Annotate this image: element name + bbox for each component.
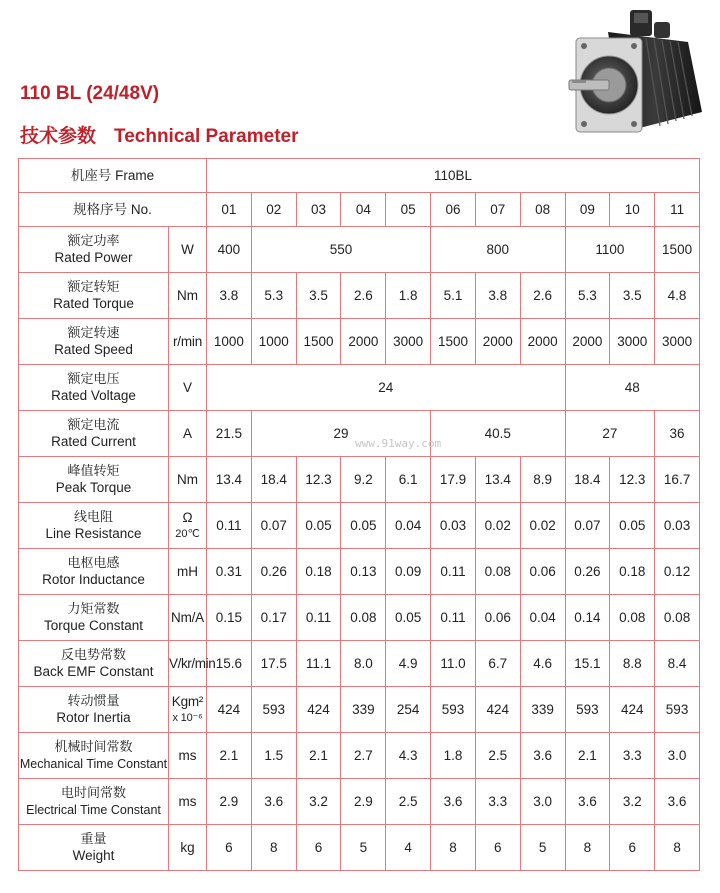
- spec-number-cell: 04: [341, 193, 386, 227]
- value-cell: 6: [296, 825, 341, 871]
- spec-number-cell: 06: [431, 193, 476, 227]
- parameter-unit: [169, 641, 216, 687]
- value-cell: 0.31: [207, 549, 252, 595]
- table-row: [19, 549, 700, 595]
- value-cell: 593: [655, 687, 700, 733]
- parameter-name-zh: 额定转速: [67, 325, 120, 341]
- value-cell: 21.5: [207, 411, 252, 457]
- parameter-name: [19, 273, 169, 319]
- value-cell: 1000: [251, 319, 296, 365]
- parameter-name-en: Rated Speed: [54, 341, 133, 357]
- value-cell: 27: [565, 411, 655, 457]
- value-cell: 1500: [655, 227, 700, 273]
- value-cell: 339: [520, 687, 565, 733]
- section-title-en: Technical Parameter: [114, 126, 299, 147]
- parameter-unit: [169, 411, 207, 457]
- value-cell: 0.26: [565, 549, 610, 595]
- parameter-name-en: Rated Power: [54, 249, 133, 265]
- value-cell: 3.0: [520, 779, 565, 825]
- parameter-name: [19, 319, 169, 365]
- parameter-unit: [169, 733, 207, 779]
- value-cell: 11.1: [296, 641, 341, 687]
- parameter-unit: [169, 319, 207, 365]
- parameter-name-en: Back EMF Constant: [33, 663, 154, 679]
- spec-number-label: 规格序号 No.: [19, 193, 207, 227]
- value-cell: 4.6: [520, 641, 565, 687]
- value-cell: 3000: [386, 319, 431, 365]
- value-cell: 0.17: [251, 595, 296, 641]
- parameter-unit: [169, 825, 207, 871]
- value-cell: 1.8: [386, 273, 431, 319]
- value-cell: 18.4: [565, 457, 610, 503]
- watermark-text: www.91way.com: [355, 437, 442, 450]
- value-cell: 8: [565, 825, 610, 871]
- value-cell: 1.5: [251, 733, 296, 779]
- value-cell: 6.1: [386, 457, 431, 503]
- unit-text: kg: [180, 839, 195, 855]
- value-cell: 0.11: [296, 595, 341, 641]
- parameter-name-en: Weight: [72, 847, 115, 863]
- value-cell: 424: [207, 687, 252, 733]
- value-cell: 254: [386, 687, 431, 733]
- value-cell: 1100: [565, 227, 655, 273]
- value-cell: 5: [520, 825, 565, 871]
- frame-row: [19, 159, 700, 193]
- parameter-name-zh: 转动惯量: [67, 693, 120, 709]
- value-cell: 4.3: [386, 733, 431, 779]
- table-row: [19, 503, 700, 549]
- parameter-name-en: Mechanical Time Constant: [19, 756, 168, 771]
- value-cell: 13.4: [207, 457, 252, 503]
- value-cell: 6: [610, 825, 655, 871]
- parameter-name-zh: 额定功率: [67, 233, 120, 249]
- parameter-name: [19, 779, 169, 825]
- value-cell: 550: [251, 227, 430, 273]
- value-cell: 593: [431, 687, 476, 733]
- value-cell: 29: [251, 411, 430, 457]
- value-cell: 1500: [431, 319, 476, 365]
- value-cell: 3.3: [610, 733, 655, 779]
- spec-number-cell: 01: [207, 193, 252, 227]
- value-cell: 18.4: [251, 457, 296, 503]
- table-row: [19, 687, 700, 733]
- frame-value: 110BL: [207, 159, 700, 193]
- parameter-name-zh: 额定电压: [67, 371, 120, 387]
- parameter-unit: [169, 365, 207, 411]
- value-cell: 8.0: [341, 641, 386, 687]
- table-body: [19, 159, 700, 871]
- value-cell: 2000: [475, 319, 520, 365]
- value-cell: 3000: [610, 319, 655, 365]
- value-cell: 4.8: [655, 273, 700, 319]
- parameter-name-en: Peak Torque: [55, 479, 132, 495]
- value-cell: 0.07: [251, 503, 296, 549]
- parameter-name: [19, 825, 169, 871]
- unit-text: Ω: [182, 509, 193, 525]
- spec-number-cell: 03: [296, 193, 341, 227]
- value-cell: 339: [341, 687, 386, 733]
- parameter-unit: [169, 687, 207, 733]
- value-cell: 12.3: [296, 457, 341, 503]
- parameter-name-zh: 反电势常数: [60, 647, 126, 663]
- value-cell: 0.11: [207, 503, 252, 549]
- value-cell: 5: [341, 825, 386, 871]
- value-cell: 2.7: [341, 733, 386, 779]
- unit-text: mH: [177, 563, 198, 579]
- value-cell: 2.6: [341, 273, 386, 319]
- parameter-name-zh: 额定电流: [67, 417, 120, 433]
- value-cell: 8: [251, 825, 296, 871]
- parameter-unit: [169, 457, 207, 503]
- parameter-name: [19, 365, 169, 411]
- parameter-name: [19, 503, 169, 549]
- table-row: [19, 319, 700, 365]
- value-cell: 2.5: [475, 733, 520, 779]
- value-cell: 6.7: [475, 641, 520, 687]
- value-cell: 8.9: [520, 457, 565, 503]
- parameter-name-zh: 机械时间常数: [54, 739, 133, 755]
- value-cell: 0.08: [341, 595, 386, 641]
- unit-text: V: [183, 379, 193, 395]
- value-cell: 8.8: [610, 641, 655, 687]
- parameter-name-zh: 线电阻: [73, 509, 113, 525]
- table-row: [19, 365, 700, 411]
- value-cell: 1500: [296, 319, 341, 365]
- parameter-unit: [169, 503, 207, 549]
- parameter-name-zh: 额定转矩: [67, 279, 120, 295]
- value-cell: 2.1: [296, 733, 341, 779]
- parameter-name-en: Rotor Inertia: [56, 709, 131, 725]
- value-cell: 0.04: [386, 503, 431, 549]
- unit-text: A: [183, 425, 193, 441]
- value-cell: 0.11: [431, 549, 476, 595]
- unit-text: Nm/A: [171, 609, 204, 625]
- value-cell: 0.18: [610, 549, 655, 595]
- value-cell: 0.05: [610, 503, 655, 549]
- value-cell: 2000: [565, 319, 610, 365]
- parameter-name-zh: 电时间常数: [60, 785, 126, 801]
- parameter-name: [19, 641, 169, 687]
- parameter-name-en: Rated Voltage: [51, 387, 136, 403]
- servo-motor-image: [568, 8, 708, 140]
- parameter-name: [19, 411, 169, 457]
- spec-number-cell: 09: [565, 193, 610, 227]
- table-row: [19, 733, 700, 779]
- value-cell: 2000: [520, 319, 565, 365]
- section-title: [20, 121, 298, 148]
- value-cell: 2.6: [520, 273, 565, 319]
- value-cell: 424: [475, 687, 520, 733]
- value-cell: 0.13: [341, 549, 386, 595]
- value-cell: 0.06: [520, 549, 565, 595]
- value-cell: 8: [655, 825, 700, 871]
- parameter-name-en: Rated Current: [51, 433, 136, 449]
- value-cell: 593: [251, 687, 296, 733]
- value-cell: 3.6: [431, 779, 476, 825]
- value-cell: 3.2: [610, 779, 655, 825]
- value-cell: 9.2: [341, 457, 386, 503]
- value-cell: 0.06: [475, 595, 520, 641]
- model-title: 110 BL (24/48V): [20, 83, 160, 104]
- unit-text: Kgm²: [171, 693, 204, 709]
- unit-text: V/kr/min: [169, 655, 216, 671]
- value-cell: 0.08: [655, 595, 700, 641]
- value-cell: 3000: [655, 319, 700, 365]
- value-cell: 0.02: [520, 503, 565, 549]
- spec-number-cell: 02: [251, 193, 296, 227]
- value-cell: 2.1: [207, 733, 252, 779]
- value-cell: 11.0: [431, 641, 476, 687]
- value-cell: 0.26: [251, 549, 296, 595]
- value-cell: 0.08: [475, 549, 520, 595]
- value-cell: 24: [207, 365, 566, 411]
- value-cell: 0.03: [431, 503, 476, 549]
- technical-parameter-table: [18, 158, 700, 871]
- table-row: [19, 227, 700, 273]
- unit-subtext: 20℃: [175, 527, 200, 540]
- parameter-unit: [169, 549, 207, 595]
- value-cell: 3.6: [520, 733, 565, 779]
- parameter-name-en: Rotor Inductance: [42, 571, 145, 587]
- value-cell: 6: [475, 825, 520, 871]
- spec-number-cell: 10: [610, 193, 655, 227]
- parameter-name-zh: 峰值转矩: [67, 463, 120, 479]
- value-cell: 17.5: [251, 641, 296, 687]
- parameter-name: [19, 227, 169, 273]
- value-cell: 6: [207, 825, 252, 871]
- table-row: [19, 641, 700, 687]
- value-cell: 593: [565, 687, 610, 733]
- value-cell: 424: [610, 687, 655, 733]
- unit-text: ms: [178, 747, 197, 763]
- parameter-unit: [169, 227, 207, 273]
- value-cell: 0.18: [296, 549, 341, 595]
- parameter-name-en: Line Resistance: [45, 525, 142, 541]
- value-cell: 5.1: [431, 273, 476, 319]
- parameter-unit: [169, 779, 207, 825]
- value-cell: 0.05: [386, 595, 431, 641]
- value-cell: 5.3: [251, 273, 296, 319]
- parameter-name: [19, 549, 169, 595]
- value-cell: 36: [655, 411, 700, 457]
- unit-subtext: x 10⁻⁶: [172, 711, 203, 724]
- unit-text: Nm: [177, 287, 198, 303]
- parameter-name: [19, 457, 169, 503]
- value-cell: 1000: [207, 319, 252, 365]
- unit-text: Nm: [177, 471, 198, 487]
- value-cell: 13.4: [475, 457, 520, 503]
- frame-label: 机座号 Frame: [19, 159, 207, 193]
- spec-number-row: [19, 193, 700, 227]
- value-cell: 0.02: [475, 503, 520, 549]
- parameter-name-en: Torque Constant: [43, 617, 144, 633]
- value-cell: 5.3: [565, 273, 610, 319]
- value-cell: 0.03: [655, 503, 700, 549]
- value-cell: 15.6: [207, 641, 252, 687]
- unit-text: ms: [178, 793, 197, 809]
- parameter-name: [19, 595, 169, 641]
- value-cell: 15.1: [565, 641, 610, 687]
- value-cell: 3.6: [565, 779, 610, 825]
- value-cell: 4.9: [386, 641, 431, 687]
- parameter-name-en: Electrical Time Constant: [26, 802, 161, 817]
- value-cell: 4: [386, 825, 431, 871]
- parameter-name: [19, 733, 169, 779]
- table-row: [19, 825, 700, 871]
- value-cell: 0.14: [565, 595, 610, 641]
- parameter-name-en: Rated Torque: [53, 295, 134, 311]
- parameter-name-zh: 电枢电感: [67, 555, 120, 571]
- unit-text: W: [181, 241, 194, 257]
- value-cell: 3.0: [655, 733, 700, 779]
- value-cell: 2000: [341, 319, 386, 365]
- table-row: [19, 273, 700, 319]
- spec-number-cell: 11: [655, 193, 700, 227]
- spec-number-cell: 08: [520, 193, 565, 227]
- value-cell: 8.4: [655, 641, 700, 687]
- value-cell: 17.9: [431, 457, 476, 503]
- value-cell: 8: [431, 825, 476, 871]
- value-cell: 0.05: [341, 503, 386, 549]
- value-cell: 424: [296, 687, 341, 733]
- table-row: [19, 779, 700, 825]
- table-row: [19, 457, 700, 503]
- value-cell: 0.09: [386, 549, 431, 595]
- section-title-zh: 技术参数: [20, 125, 97, 147]
- value-cell: 0.05: [296, 503, 341, 549]
- value-cell: 0.12: [655, 549, 700, 595]
- parameter-name-zh: 力矩常数: [67, 601, 120, 617]
- value-cell: 2.1: [565, 733, 610, 779]
- value-cell: 400: [207, 227, 252, 273]
- spec-number-cell: 05: [386, 193, 431, 227]
- value-cell: 3.2: [296, 779, 341, 825]
- value-cell: 1.8: [431, 733, 476, 779]
- value-cell: 3.8: [475, 273, 520, 319]
- unit-text: r/min: [173, 333, 202, 349]
- value-cell: 2.5: [386, 779, 431, 825]
- value-cell: 48: [565, 365, 699, 411]
- table-row: [19, 595, 700, 641]
- value-cell: 40.5: [431, 411, 565, 457]
- value-cell: 3.5: [610, 273, 655, 319]
- value-cell: 0.07: [565, 503, 610, 549]
- parameter-name-zh: 重量: [80, 831, 107, 847]
- value-cell: 12.3: [610, 457, 655, 503]
- value-cell: 2.9: [341, 779, 386, 825]
- value-cell: 3.6: [251, 779, 296, 825]
- value-cell: 3.8: [207, 273, 252, 319]
- value-cell: 16.7: [655, 457, 700, 503]
- value-cell: 3.3: [475, 779, 520, 825]
- value-cell: 3.5: [296, 273, 341, 319]
- value-cell: 0.15: [207, 595, 252, 641]
- value-cell: 800: [431, 227, 565, 273]
- value-cell: 3.6: [655, 779, 700, 825]
- value-cell: 2.9: [207, 779, 252, 825]
- value-cell: 0.04: [520, 595, 565, 641]
- spec-number-cell: 07: [475, 193, 520, 227]
- value-cell: 0.11: [431, 595, 476, 641]
- parameter-unit: [169, 595, 207, 641]
- parameter-name: [19, 687, 169, 733]
- parameter-unit: [169, 273, 207, 319]
- value-cell: 0.08: [610, 595, 655, 641]
